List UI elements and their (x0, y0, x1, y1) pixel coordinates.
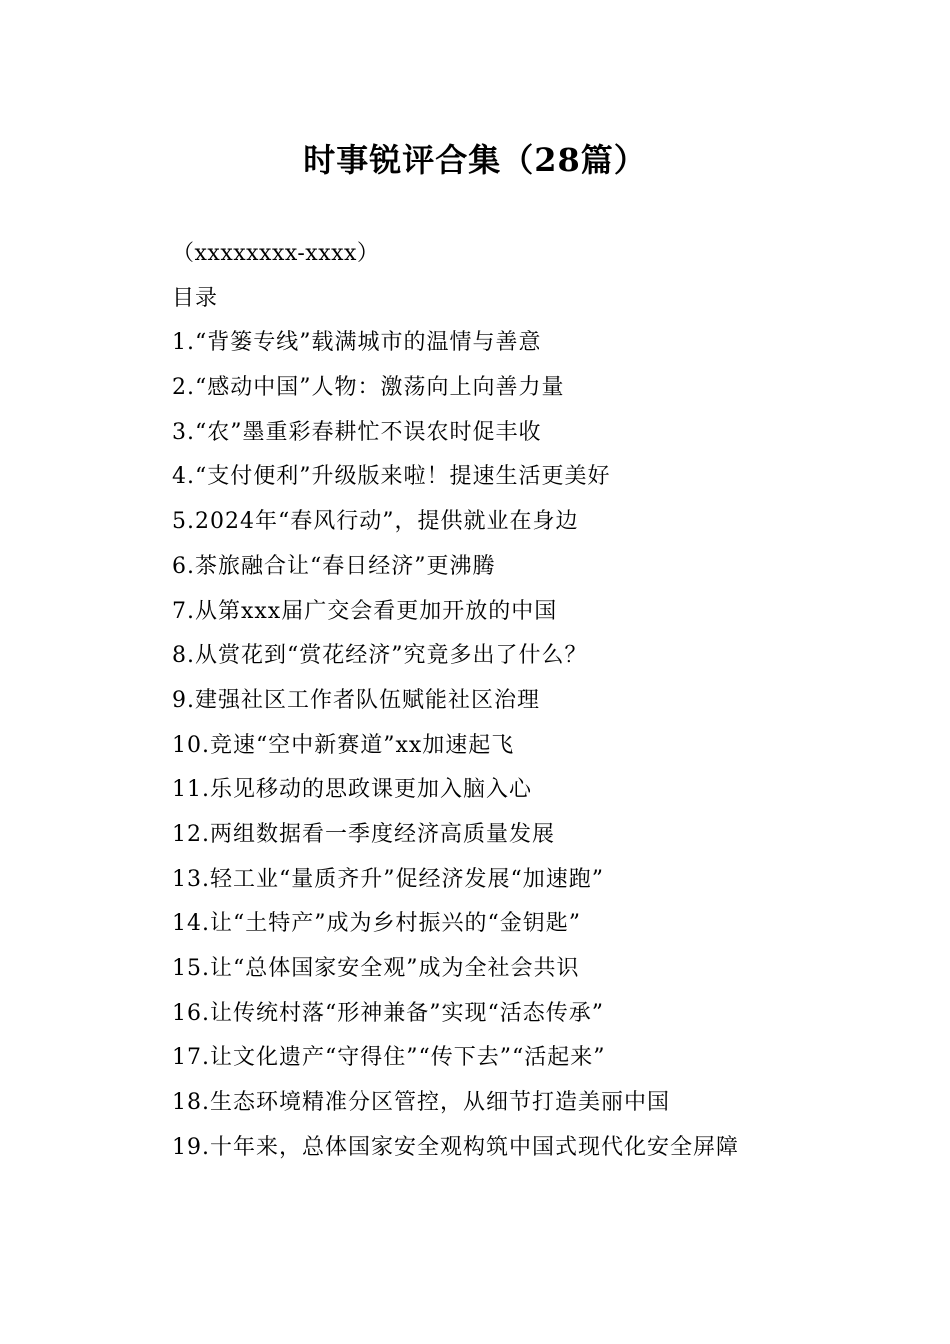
toc-item: 13.轻工业“量质齐升”促经济发展“加速跑” (172, 866, 604, 892)
toc-item: 16.让传统村落“形神兼备”实现“活态传承” (172, 1000, 604, 1026)
table-of-contents (172, 321, 892, 1170)
toc-item: 4.“支付便利”升级版来啦！提速生活更美好 (172, 464, 611, 490)
toc-item: 3.“农”墨重彩春耕忙不误农时促丰收 (172, 419, 542, 445)
toc-item: 10.竞速“空中新赛道”xx加速起飞 (172, 732, 515, 758)
toc-item: 7.从第xxx届广交会看更加开放的中国 (172, 598, 558, 624)
toc-item: 5.2024年“春风行动”，提供就业在身边 (172, 509, 579, 535)
toc-item: 9.建强社区工作者队伍赋能社区治理 (172, 687, 540, 713)
toc-item: 2.“感动中国”人物：激荡向上向善力量 (172, 375, 565, 401)
toc-item: 18.生态环境精准分区管控，从细节打造美丽中国 (172, 1090, 670, 1116)
toc-item: 1.“背篓专线”载满城市的温情与善意 (172, 330, 542, 356)
toc-item: 19.十年来，总体国家安全观构筑中国式现代化安全屏障 (172, 1134, 739, 1160)
toc-item: 12.两组数据看一季度经济高质量发展 (172, 821, 555, 847)
toc-item: 15.让“总体国家安全观”成为全社会共识 (172, 956, 580, 981)
toc-item: 6.茶旅融合让“春日经济”更沸腾 (172, 553, 496, 579)
document-body (172, 232, 892, 1170)
toc-item: 14.让“土特产”成为乡村振兴的“金钥匙” (172, 911, 581, 937)
document-title: 时事锐评合集（28篇） (303, 141, 647, 179)
toc-item: 17.让文化遗产“守得住”“传下去”“活起来” (172, 1045, 606, 1071)
toc-item: 11.乐见移动的思政课更加入脑入心 (172, 777, 532, 803)
date-range: （xxxxxxxx-xxxx） (172, 241, 380, 266)
toc-item: 8.从赏花到“赏花经济”究竟多出了什么？ (172, 643, 588, 669)
toc-heading: 目录 (172, 285, 219, 311)
